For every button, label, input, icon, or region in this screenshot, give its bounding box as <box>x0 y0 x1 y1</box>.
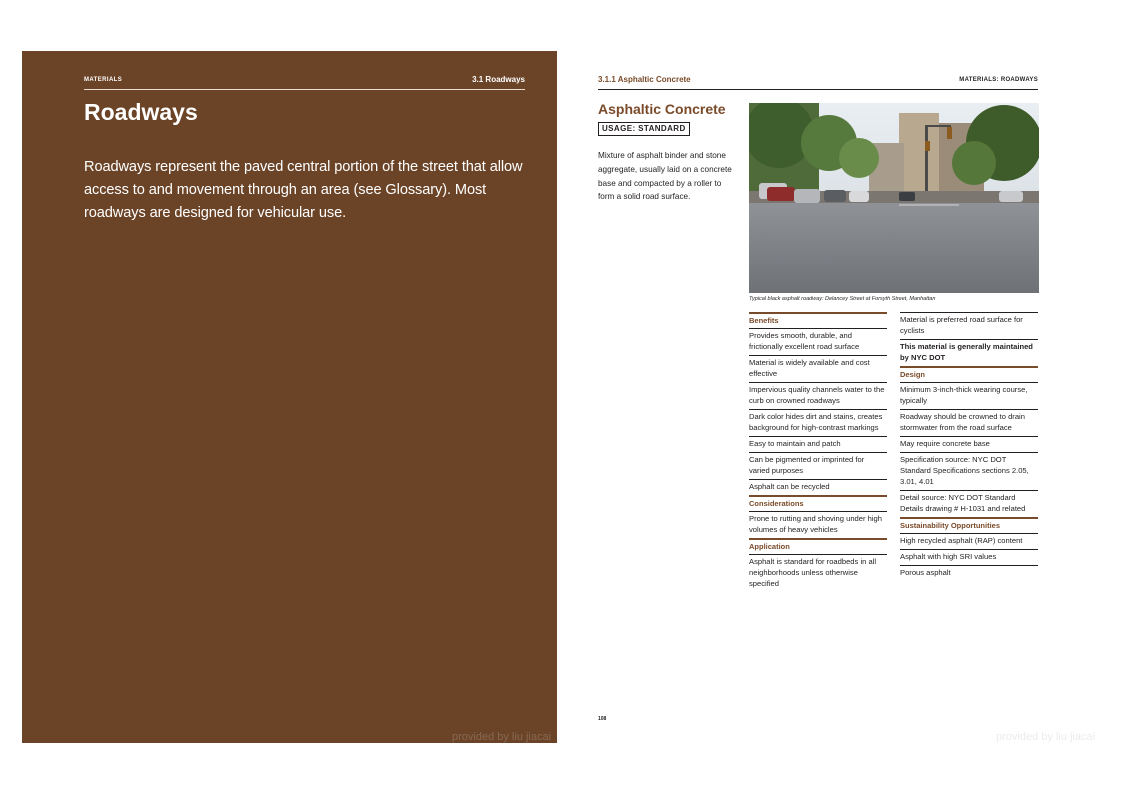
material-title: Asphaltic Concrete <box>598 101 726 117</box>
section-label: MATERIALS <box>84 77 123 83</box>
subsection-label: 3.1.1 Asphaltic Concrete <box>598 75 691 84</box>
page-title: Roadways <box>84 99 198 125</box>
list-item: Material is widely available and cost effective <box>749 355 887 382</box>
list-item: Detail source: NYC DOT Standard Details drawing # H-1031 and related <box>900 490 1038 517</box>
list-item: Specification source: NYC DOT Standard Specifications sections 2.05, 3.01, 4.01 <box>900 452 1038 490</box>
left-page-header <box>84 75 525 90</box>
photo-caption: Typical black asphalt roadway: Delancey Street at Forsyth Street, Manhattan <box>749 296 936 302</box>
list-item: May require concrete base <box>900 436 1038 452</box>
list-item: Material is preferred road surface for cyclists <box>900 312 1038 339</box>
usage-badge: USAGE: STANDARD <box>598 122 690 136</box>
category-label: MATERIALS: ROADWAYS <box>959 77 1038 83</box>
watermark: provided by liu jiacai <box>452 731 552 743</box>
column-b <box>900 312 1038 581</box>
list-item: Can be pigmented or imprinted for varied purposes <box>749 452 887 479</box>
list-item: Roadway should be crowned to drain stormwater from the road surface <box>900 409 1038 436</box>
list-item: Asphalt with high SRI values <box>900 549 1038 565</box>
list-item: High recycled asphalt (RAP) content <box>900 533 1038 549</box>
chapter-label: 3.1 Roadways <box>472 75 525 84</box>
watermark: provided by liu jiacai <box>996 731 1096 743</box>
application-heading: Application <box>749 538 887 554</box>
design-heading: Design <box>900 366 1038 382</box>
list-item: Minimum 3-inch-thick wearing course, typically <box>900 382 1038 409</box>
list-item: Impervious quality channels water to the curb on crowned roadways <box>749 382 887 409</box>
list-item: Prone to rutting and shoving under high volumes of heavy vehicles <box>749 511 887 538</box>
column-a <box>749 312 887 592</box>
page-number: 108 <box>598 716 607 722</box>
material-description: Mixture of asphalt binder and stone aggregate, usually laid on a concrete base and compacted by a roller to form a solid road surface. <box>598 151 732 202</box>
intro-text: Roadways represent the paved central portion of the street that allow access to and movement through an area (see Glossary). Most roadways are designed for vehicular use. <box>84 159 523 221</box>
right-page-header <box>598 74 1038 90</box>
list-item: Asphalt is standard for roadbeds in all neighborhoods unless otherwise specified <box>749 554 887 592</box>
street-photo <box>749 103 1039 293</box>
considerations-heading: Considerations <box>749 495 887 511</box>
list-item: Asphalt can be recycled <box>749 479 887 495</box>
maintenance-note: This material is generally maintained by NYC DOT <box>900 339 1038 366</box>
list-item: Dark color hides dirt and stains, creates background for high-contrast markings <box>749 409 887 436</box>
list-item: Easy to maintain and patch <box>749 436 887 452</box>
left-page <box>22 51 557 743</box>
benefits-heading: Benefits <box>749 312 887 328</box>
list-item: Porous asphalt <box>900 565 1038 581</box>
list-item: Provides smooth, durable, and frictionally excellent road surface <box>749 328 887 355</box>
sustainability-heading: Sustainability Opportunities <box>900 517 1038 533</box>
